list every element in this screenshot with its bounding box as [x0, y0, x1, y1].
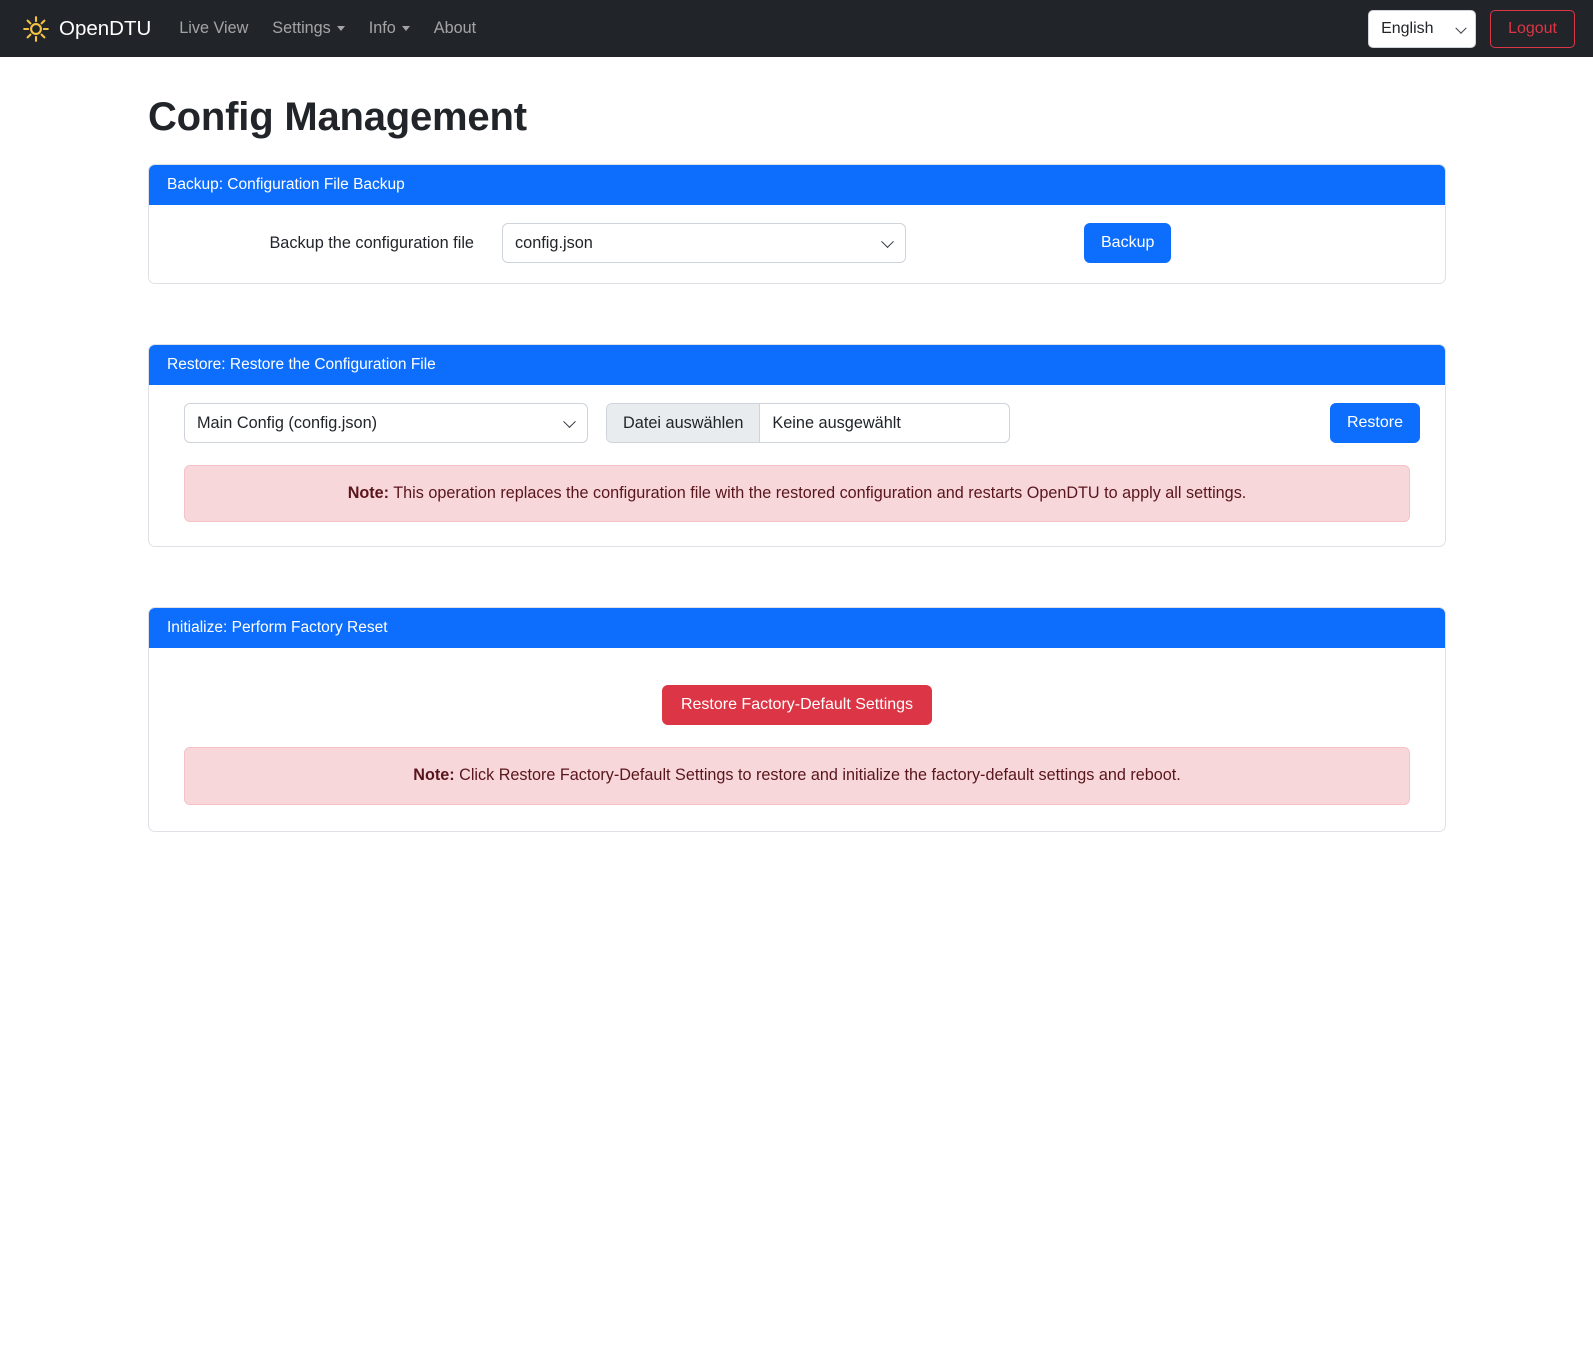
initialize-note	[184, 747, 1410, 804]
nav-item-about[interactable]	[422, 11, 488, 46]
backup-card-header: Backup: Configuration File Backup	[149, 165, 1445, 205]
backup-file-select[interactable]	[502, 223, 906, 263]
restore-factory-default-button[interactable]: Restore Factory-Default Settings	[662, 685, 932, 725]
navbar-right-group	[1368, 10, 1575, 48]
sun-icon	[22, 15, 50, 43]
backup-label: Backup the configuration file	[269, 233, 474, 252]
restore-config-select-wrapper	[184, 403, 588, 443]
brand-text: OpenDTU	[59, 16, 152, 40]
restore-row	[167, 403, 1427, 443]
nav-item-info[interactable]	[357, 11, 422, 46]
nav-item-label: About	[433, 19, 477, 37]
restore-config-select[interactable]	[184, 403, 588, 443]
initialize-note-prefix: Note:	[413, 766, 455, 785]
top-navbar	[0, 0, 1593, 57]
restore-card-body	[149, 385, 1445, 546]
initialize-card-header: Initialize: Perform Factory Reset	[149, 608, 1445, 648]
language-select[interactable]	[1368, 10, 1476, 48]
backup-button[interactable]: Backup	[1084, 223, 1171, 263]
chevron-down-icon	[337, 26, 345, 31]
nav-item-live-view[interactable]	[167, 11, 260, 46]
brand-logo-link[interactable]	[22, 15, 151, 43]
restore-note-text: This operation replaces the configuration file with the restored configuration and restarts OpenDTU to apply all settings.	[389, 484, 1247, 502]
nav-links	[167, 11, 488, 46]
restore-button[interactable]: Restore	[1330, 403, 1420, 443]
choose-file-button[interactable]: Datei auswählen	[607, 404, 760, 442]
initialize-card	[148, 607, 1446, 831]
selected-file-name: Keine ausgewählt	[772, 413, 901, 432]
language-select-wrapper	[1368, 10, 1476, 48]
restore-file-input[interactable]	[606, 403, 1010, 443]
initialize-card-body	[149, 648, 1445, 830]
backup-file-select-wrapper	[502, 223, 906, 263]
restore-card-header: Restore: Restore the Configuration File	[149, 345, 1445, 385]
backup-card	[148, 164, 1446, 284]
factory-reset-row	[167, 666, 1427, 725]
initialize-note-text: Click Restore Factory-Default Settings to restore and initialize the factory-default settings and reboot.	[454, 766, 1181, 785]
chevron-down-icon	[402, 26, 410, 31]
nav-item-label: Live View	[179, 19, 249, 37]
nav-item-settings[interactable]	[260, 11, 357, 46]
nav-item-label: Info	[368, 19, 396, 37]
backup-card-body	[149, 205, 1445, 283]
restore-note-prefix: Note:	[347, 484, 390, 502]
restore-card	[148, 344, 1446, 547]
restore-note	[184, 465, 1410, 522]
main-content	[148, 164, 1446, 832]
nav-item-label: Settings	[272, 19, 331, 37]
logout-button[interactable]: Logout	[1490, 10, 1575, 48]
restore-button-wrapper	[1330, 403, 1427, 443]
page-title: Config Management	[148, 95, 527, 139]
backup-row	[167, 223, 1427, 263]
